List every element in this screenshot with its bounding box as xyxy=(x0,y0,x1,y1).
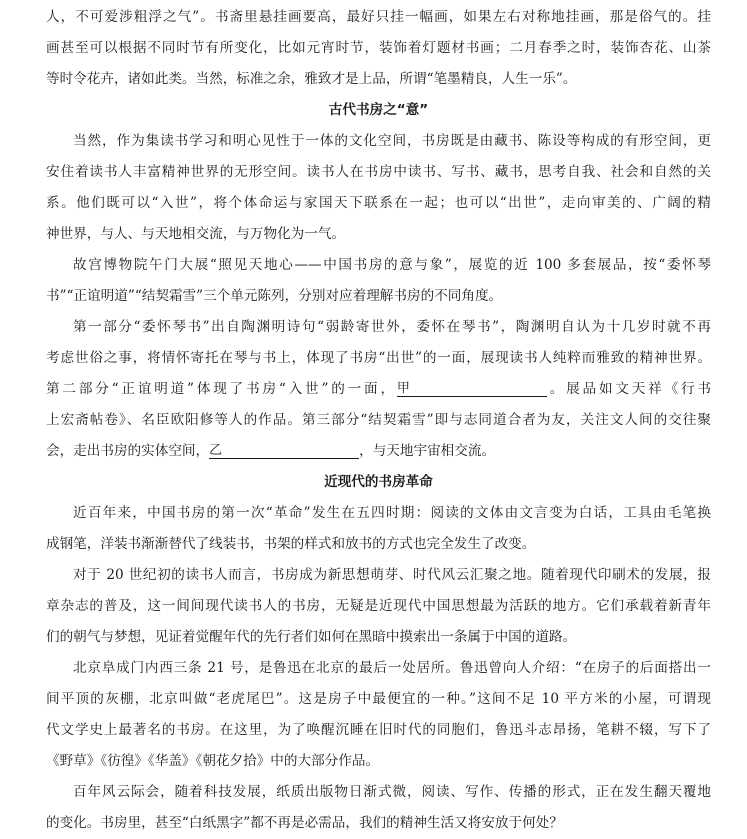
text-line: 系。他们既可以“入世”，将个体命运与家国天下联系在一起；也可以“出世”，走向审美的、广阔的精 xyxy=(46,195,711,211)
paragraph-2 xyxy=(46,126,711,250)
paragraph-8 xyxy=(46,777,711,839)
blank-b-label: 乙 xyxy=(209,443,223,458)
blank-a-label: 甲 xyxy=(396,381,410,396)
text-line-with-blank-a xyxy=(46,374,711,405)
paragraph-4 xyxy=(46,312,711,467)
text-line: 对于 20 世纪初的读书人而言，书房成为新思想萌芽、时代风云汇聚之地。随着现代印刷术的发展，报 xyxy=(73,567,711,583)
fill-in-blank-b xyxy=(209,444,359,459)
text-line: 北京阜成门内西三条 21 号，是鲁迅在北京的最后一处居所。鲁迅曾向人介绍：“在房子的后面搭出一 xyxy=(73,660,711,676)
text-line: 近百年来，中国书房的第一次“革命”发生在五四时期：阅读的文体由文言变为白话，工具由毛笔换 xyxy=(73,505,711,521)
text-line: 的变化。书房里，甚至“白纸黑字”都不再是必需品，我们的精神生活又将安放于何处？ xyxy=(46,815,563,831)
text-line: 考虑世俗之事，将情怀寄托在琴与书上，体现了书房“出世”的一面，展现读书人纯粹而雅致的精神世界。 xyxy=(46,350,711,366)
text-line: 们的朝气与梦想，见证着觉醒年代的先行者们如何在黑暗中摸索出一条属于中国的道路。 xyxy=(46,629,577,645)
section-heading-ancient-study-meaning: 古代书房之“意” xyxy=(328,102,429,118)
text-segment: 。展品如文天祥《行书 xyxy=(546,381,711,397)
paragraph-7 xyxy=(46,653,711,777)
text-line: 上宏斋帖卷》、名臣欧阳修等人的作品。第三部分“结契霜雪”即与志同道合者为友，关注文人间的交往聚 xyxy=(46,412,711,428)
paragraph-5 xyxy=(46,498,711,560)
text-line: 章杂志的普及，这一间间现代读书人的书房，无疑是近现代中国思想最为活跃的地方。它们承载着新青年 xyxy=(46,598,711,614)
text-line: 书”“正谊明道”“结契霜雪”三个单元陈列，分别对应着理解书房的不同角度。 xyxy=(46,288,503,304)
section-heading-modern-study-revolution: 近现代的书房革命 xyxy=(324,474,433,490)
paragraph-3 xyxy=(46,250,711,312)
text-line: 安住着读书人丰富精神世界的无形空间。读书人在书房中读书、写书、藏书，思考自我、社会和自然的关 xyxy=(46,164,711,180)
text-segment: 会，走出书房的实体空间， xyxy=(46,443,210,459)
text-line: 百年风云际会，随着科技发展，纸质出版物日渐式微，阅读、写作、传播的形式，正在发生翻天覆地 xyxy=(73,784,711,800)
fill-in-blank-a xyxy=(397,382,547,397)
text-line: 成钢笔，洋装书渐渐替代了线装书，书架的样式和放书的方式也完全发生了改变。 xyxy=(46,536,536,552)
text-line: 《野草》《彷徨》《华盖》《朝花夕拾》中的大部分作品。 xyxy=(46,753,380,769)
text-line: 当然，作为集读书学习和明心见性于一体的文化空间，书房既是由藏书、陈设等构成的有形空间，更 xyxy=(73,133,711,149)
text-line: 代文学史上最著名的书房。在这里，为了唤醒沉睡在旧时代的同胞们，鲁迅斗志昂扬，笔耕不辍，写下了 xyxy=(46,722,711,738)
text-segment: ，与天地宇宙相交流。 xyxy=(359,443,496,459)
text-segment: 第二部分“正谊明道”体现了书房“入世”的一面， xyxy=(46,381,397,397)
text-line: 神世界，与人、与天地相交流，与万物化为一气。 xyxy=(46,226,346,242)
paragraph-6 xyxy=(46,560,711,653)
text-line: 间平顶的灰棚，北京叫做“老虎尾巴”。这是房子中最便宜的一种。”这间不足 10 平方米的小屋，可谓现 xyxy=(46,691,711,707)
text-line: 第一部分“委怀琴书”出自陶渊明诗句“弱龄寄世外，委怀在琴书”，陶渊明自认为十几岁时就不再 xyxy=(73,319,711,335)
text-line: 故宫博物院午门大展“照见天地心——中国书房的意与象”，展览的近 100 多套展品，按“委怀琴 xyxy=(73,257,711,273)
text-line: 人，不可爱涉粗浮之气”。书斋里悬挂画要高，最好只挂一幅画，如果左右对称地挂画，那是俗气的。挂 xyxy=(46,9,711,25)
text-line-with-blank-b xyxy=(46,436,711,467)
paragraph-1 xyxy=(46,2,711,95)
text-line: 等时令花卉，诸如此类。当然，标准之余，雅致才是上品，所谓“笔墨精良，人生一乐”。 xyxy=(46,71,577,87)
text-line: 画甚至可以根据不同时节有所变化，比如元宵时节，装饰着灯题材书画；二月春季之时，装饰杏花、山茶 xyxy=(46,40,711,56)
